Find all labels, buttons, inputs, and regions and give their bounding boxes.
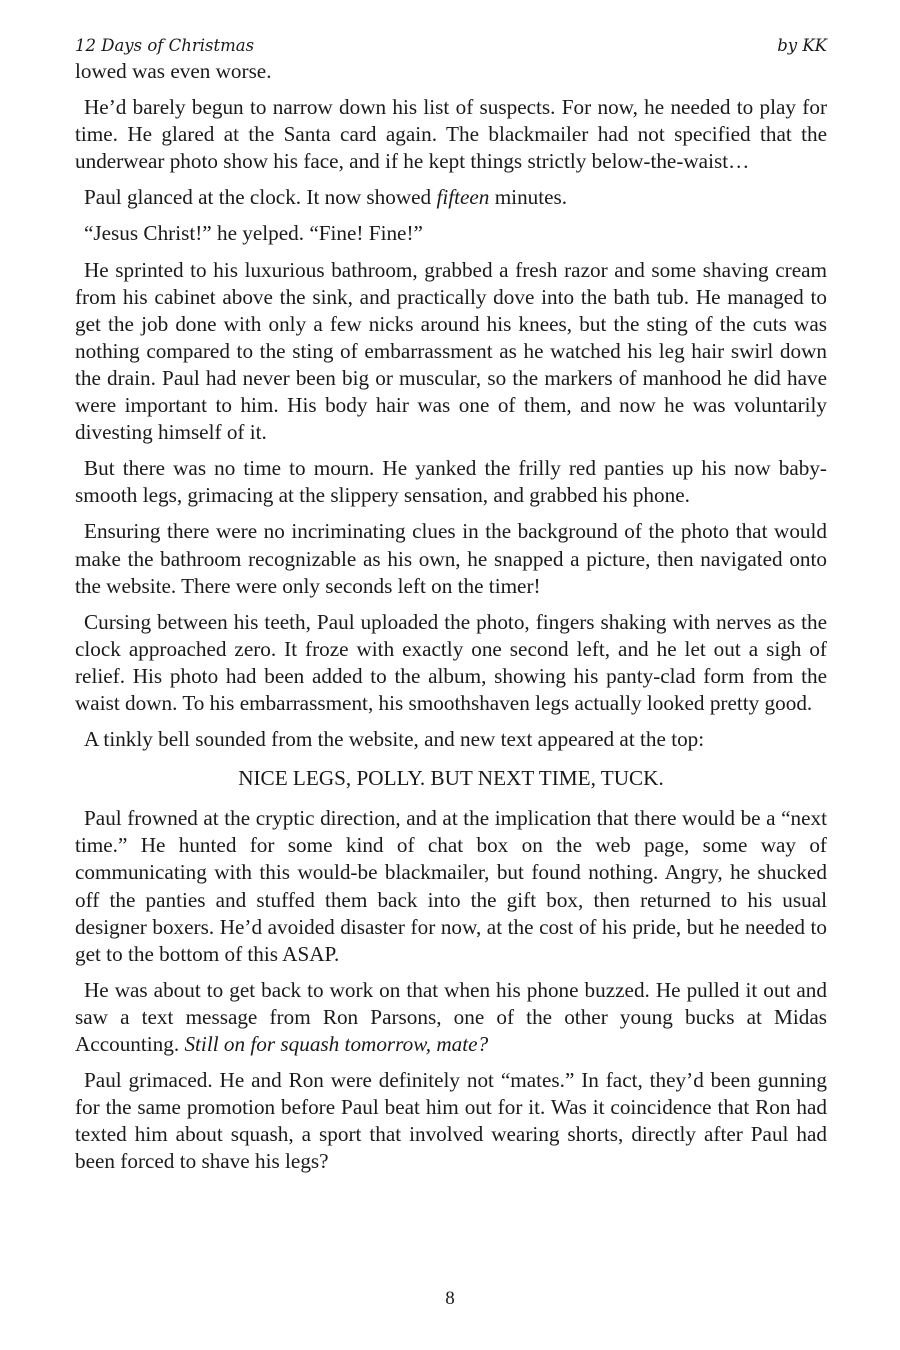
- paragraph: He’d barely begun to narrow down his list of suspects. For now, he needed to play for time. He glared at the Santa card again. The blackmailer had not specified that the underwear photo show his face, and if he kept things strictly below-the-waist…: [75, 95, 827, 174]
- paragraph: Paul frowned at the cryptic direction, and at the implication that there would be a “next time.” He hunted for some kind of chat box on the web page, some way of communicating with this would-be blackmailer, but found nothing. Angry, he shucked off the panties and stuffed them back into the gift box, then returned to his usual designer boxers. He’d avoided disaster for now, at the cost of his pride, but he needed to get to the bottom of this ASAP.: [75, 806, 827, 966]
- website-message: NICE LEGS, POLLY. BUT NEXT TIME, TUCK.: [238, 766, 664, 791]
- paragraph-text: minutes.: [489, 185, 568, 210]
- paragraph-text: He was about to get back to work on that when his phone buzzed. He pulled it out and saw a text message from Ron Parsons, one of the other young bucks at Midas Accounting.: [75, 977, 827, 1056]
- page-number: 8: [445, 1288, 455, 1309]
- paragraph: [75, 184, 827, 211]
- text-message-quote: Still on for squash tomorrow, mate?: [184, 1032, 489, 1056]
- emphasis-text: fifteen: [436, 185, 490, 210]
- paragraph: A tinkly bell sounded from the website, and new text appeared at the top:: [84, 727, 705, 752]
- header-book-title: 12 Days of Christmas: [75, 36, 255, 55]
- paragraph: Paul grimaced. He and Ron were definitely not “mates.” In fact, they’d been gunning for the same promotion before Paul beat him out for it. Was it coincidence that Ron had texted him about squash, a sport that involved wearing shorts, directly after Paul had been forced to shave his legs?: [75, 1068, 827, 1174]
- paragraph: “Jesus Christ!” he yelped. “Fine! Fine!”: [84, 221, 423, 246]
- running-header: [75, 34, 827, 58]
- paragraph-continuation: lowed was even worse.: [75, 59, 272, 83]
- book-page: [75, 34, 827, 1184]
- paragraph: He sprinted to his luxurious bathroom, grabbed a fresh razor and some shaving cream from his cabinet above the sink, and practically dove into the bath tub. He managed to get the job done with only a few nicks around his knees, but the sting of the cuts was nothing compared to the sting of embarrassment as he watched his leg hair swirl down the drain. Paul had never been big or muscular, so the markers of manhood he did have were important to him. His body hair was one of them, and now he was voluntarily divesting himself of it.: [75, 257, 827, 445]
- paragraph: Cursing between his teeth, Paul uploaded the photo, fingers shaking with nerves as the clock approached zero. It froze with exactly one second left, and he let out a sigh of relief. His photo had been added to the album, showing his panty-clad form from the waist down. To his embarrassment, his smoothshaven legs actually looked pretty good.: [75, 609, 827, 715]
- paragraph-text: Paul glanced at the clock. It now showed: [84, 185, 437, 210]
- paragraph: [75, 977, 827, 1058]
- paragraph: But there was no time to mourn. He yanked the frilly red panties up his now baby-smooth legs, grimacing at the slippery sensation, and grabbed his phone.: [75, 456, 827, 508]
- body-text: [75, 58, 827, 1175]
- header-author: by KK: [777, 36, 827, 55]
- paragraph: Ensuring there were no incriminating clues in the background of the photo that would make the bathroom recognizable as his own, he snapped a picture, then navigated onto the website. There were only seconds left on the timer!: [75, 519, 827, 598]
